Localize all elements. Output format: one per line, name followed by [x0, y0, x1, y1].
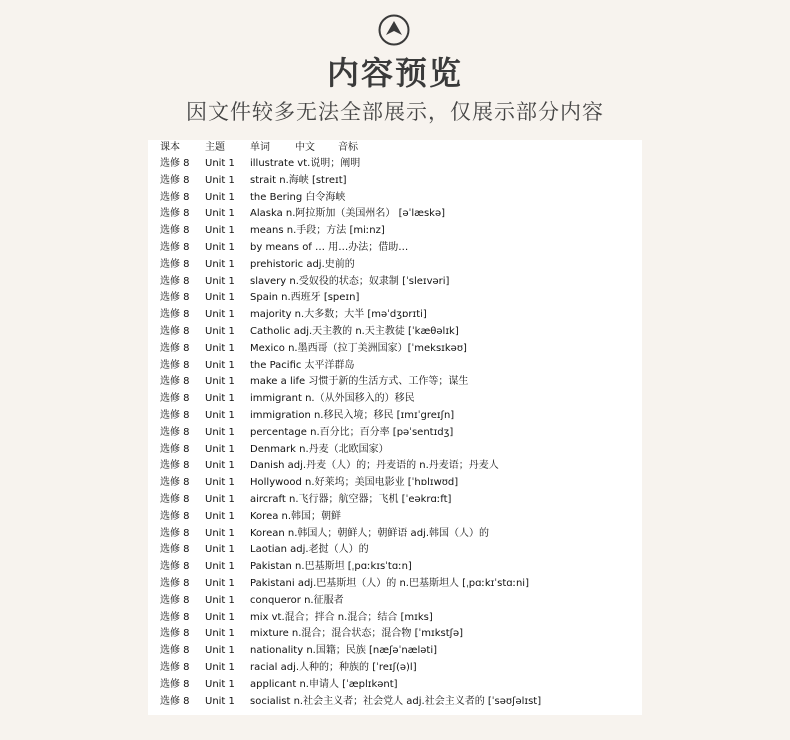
cell-topic: Unit 1	[205, 443, 235, 455]
cell-textbook: 选修 8	[160, 494, 190, 505]
cell-entry: immigration n.移民入境；移民 [ɪmɪˈgreɪʃn]	[250, 410, 455, 421]
cell-topic: Unit 1	[205, 561, 235, 573]
table-header	[148, 140, 642, 157]
cell-textbook: 选修 8	[160, 258, 190, 270]
cell-entry: strait n.海峡 [streɪt]	[250, 174, 347, 186]
cell-textbook: 选修 8	[160, 225, 190, 237]
cell-topic: Unit 1	[205, 426, 235, 438]
cell-topic: Unit 1	[205, 594, 235, 606]
table-row	[148, 156, 642, 173]
cell-entry: socialist n.社会主义者；社会党人 adj.社会主义者的 [ˈsəʊʃəlɪst]	[250, 695, 542, 707]
table-row	[148, 559, 642, 576]
cell-textbook: 选修 8	[160, 611, 190, 623]
header-textbook: 课本	[160, 142, 180, 153]
cell-entry: Denmark n.丹麦（北欧国家）	[250, 443, 389, 455]
table-row	[148, 442, 642, 459]
cell-entry: immigrant n.（从外国移入的）移民	[250, 393, 415, 405]
cell-textbook: 选修 8	[160, 326, 190, 337]
cell-entry: nationality n.国籍；民族 [næʃəˈnæləti]	[250, 645, 438, 657]
table-row	[148, 660, 642, 677]
table-row	[148, 240, 642, 257]
table-row	[148, 173, 642, 190]
cell-textbook: 选修 8	[160, 544, 190, 556]
cell-entry: Korea n.韩国；朝鲜	[250, 510, 342, 522]
cell-textbook: 选修 8	[160, 527, 190, 539]
cell-topic: Unit 1	[205, 326, 235, 337]
cell-topic: Unit 1	[205, 376, 235, 388]
table-row	[148, 492, 642, 509]
cell-textbook: 选修 8	[160, 376, 190, 388]
table-row	[148, 374, 642, 391]
cell-entry: racial adj.人种的；种族的 [ˈreɪʃ(ə)l]	[250, 662, 417, 673]
cell-textbook: 选修 8	[160, 645, 190, 657]
cell-topic: Unit 1	[205, 527, 235, 539]
cell-textbook: 选修 8	[160, 292, 190, 304]
cell-textbook: 选修 8	[160, 426, 190, 438]
cell-textbook: 选修 8	[160, 460, 190, 472]
cell-entry: slavery n.受奴役的状态；奴隶制 [ˈsleɪvəri]	[250, 275, 450, 287]
page-title: 内容预览	[326, 54, 463, 92]
cell-entry: Mexico n.墨西哥（拉丁美洲国家）[ˈmeksɪkəʊ]	[250, 342, 467, 354]
cell-topic: Unit 1	[205, 174, 235, 186]
cell-textbook: 选修 8	[160, 410, 190, 421]
cell-textbook: 选修 8	[160, 309, 190, 321]
table-row	[148, 358, 642, 375]
cell-entry: means n.手段；方法 [miːnz]	[250, 225, 385, 237]
table-row	[148, 643, 642, 660]
cell-textbook: 选修 8	[160, 578, 190, 589]
cell-topic: Unit 1	[205, 410, 235, 421]
header-phonetic: 音标	[338, 142, 358, 153]
cell-entry: make a life 习惯于新的生活方式、工作等；谋生	[250, 376, 469, 388]
cell-topic: Unit 1	[205, 208, 235, 220]
table-row	[148, 341, 642, 358]
table-row	[148, 290, 642, 307]
cell-topic: Unit 1	[205, 494, 235, 505]
table-row	[148, 509, 642, 526]
cell-entry: by means of … 用…办法；借助…	[250, 242, 409, 253]
cell-topic: Unit 1	[205, 510, 235, 522]
cell-textbook: 选修 8	[160, 242, 190, 253]
table-row	[148, 576, 642, 593]
chevron-up-circle-icon	[378, 14, 410, 46]
cell-entry: mixture n.混合；混合状态；混合物 [ˈmɪkstʃə]	[250, 628, 464, 640]
cell-entry: Danish adj.丹麦（人）的；丹麦语的 n.丹麦语；丹麦人	[250, 460, 499, 472]
table-row	[148, 542, 642, 559]
cell-topic: Unit 1	[205, 662, 235, 673]
document-preview	[148, 140, 642, 715]
table-row	[148, 610, 642, 627]
cell-entry: Laotian adj.老挝（人）的	[250, 544, 369, 556]
cell-topic: Unit 1	[205, 191, 235, 203]
page-subtitle: 因文件较多无法全部展示，仅展示部分内容	[186, 100, 604, 124]
cell-entry: conqueror n.征服者	[250, 594, 344, 606]
table-row	[148, 593, 642, 610]
header-topic: 主题	[205, 142, 225, 153]
cell-entry: Catholic adj.天主教的 n.天主教徒 [ˈkæθəlɪk]	[250, 326, 459, 337]
cell-textbook: 选修 8	[160, 208, 190, 220]
table-row	[148, 458, 642, 475]
cell-entry: percentage n.百分比；百分率 [pəˈsentɪdʒ]	[250, 426, 454, 438]
cell-textbook: 选修 8	[160, 678, 190, 690]
cell-topic: Unit 1	[205, 695, 235, 707]
table-row	[148, 526, 642, 543]
cell-entry: Spain n.西班牙 [speɪn]	[250, 292, 360, 304]
cell-textbook: 选修 8	[160, 191, 190, 203]
cell-topic: Unit 1	[205, 544, 235, 556]
cell-entry: Korean n.韩国人；朝鲜人；朝鲜语 adj.韩国（人）的	[250, 527, 489, 539]
cell-topic: Unit 1	[205, 258, 235, 270]
cell-textbook: 选修 8	[160, 342, 190, 354]
cell-topic: Unit 1	[205, 242, 235, 253]
table-row	[148, 425, 642, 442]
cell-textbook: 选修 8	[160, 359, 190, 371]
header-word: 单词	[250, 142, 270, 153]
cell-textbook: 选修 8	[160, 510, 190, 522]
cell-entry: Pakistan n.巴基斯坦 [ˌpɑːkɪsˈtɑːn]	[250, 561, 412, 573]
cell-topic: Unit 1	[205, 359, 235, 371]
cell-textbook: 选修 8	[160, 275, 190, 287]
cell-entry: Hollywood n.好莱坞；美国电影业 [ˈhɒlɪwʊd]	[250, 477, 459, 489]
cell-textbook: 选修 8	[160, 174, 190, 186]
cell-topic: Unit 1	[205, 275, 235, 287]
table-row	[148, 324, 642, 341]
cell-topic: Unit 1	[205, 225, 235, 237]
cell-topic: Unit 1	[205, 292, 235, 304]
cell-topic: Unit 1	[205, 158, 235, 169]
header-chinese: 中文	[295, 142, 315, 153]
cell-textbook: 选修 8	[160, 628, 190, 640]
cell-topic: Unit 1	[205, 678, 235, 690]
cell-topic: Unit 1	[205, 460, 235, 472]
cell-entry: prehistoric adj.史前的	[250, 258, 355, 270]
table-row	[148, 391, 642, 408]
cell-topic: Unit 1	[205, 628, 235, 640]
cell-textbook: 选修 8	[160, 477, 190, 489]
cell-textbook: 选修 8	[160, 443, 190, 455]
cell-entry: Alaska n.阿拉斯加（美国州名） [əˈlæskə]	[250, 208, 446, 220]
table-row	[148, 190, 642, 207]
table-row	[148, 307, 642, 324]
cell-entry: Pakistani adj.巴基斯坦（人）的 n.巴基斯坦人 [ˌpɑːkɪˈstɑːni]	[250, 578, 529, 589]
cell-entry: mix vt.混合；拌合 n.混合；结合 [mɪks]	[250, 611, 433, 623]
table-row	[148, 475, 642, 492]
cell-textbook: 选修 8	[160, 695, 190, 707]
cell-textbook: 选修 8	[160, 594, 190, 606]
cell-topic: Unit 1	[205, 342, 235, 354]
table-row	[148, 223, 642, 240]
table-row	[148, 626, 642, 643]
table-row	[148, 694, 642, 711]
table-row	[148, 408, 642, 425]
cell-topic: Unit 1	[205, 611, 235, 623]
cell-entry: the Pacific 太平洋群岛	[250, 359, 355, 371]
table-row	[148, 677, 642, 694]
cell-textbook: 选修 8	[160, 158, 190, 169]
cell-topic: Unit 1	[205, 477, 235, 489]
cell-entry: aircraft n.飞行器；航空器；飞机 [ˈeəkrɑːft]	[250, 494, 452, 505]
cell-topic: Unit 1	[205, 578, 235, 589]
cell-entry: applicant n.申请人 [ˈæplɪkənt]	[250, 678, 398, 690]
table-row	[148, 274, 642, 291]
cell-entry: the Bering 白令海峡	[250, 191, 346, 203]
cell-textbook: 选修 8	[160, 662, 190, 673]
cell-topic: Unit 1	[205, 645, 235, 657]
cell-entry: illustrate vt.说明；阐明	[250, 158, 361, 169]
cell-topic: Unit 1	[205, 309, 235, 321]
cell-textbook: 选修 8	[160, 561, 190, 573]
cell-topic: Unit 1	[205, 393, 235, 405]
table-row	[148, 206, 642, 223]
cell-textbook: 选修 8	[160, 393, 190, 405]
cell-entry: majority n.大多数；大半 [məˈdʒɒrɪti]	[250, 309, 427, 321]
table-row	[148, 257, 642, 274]
